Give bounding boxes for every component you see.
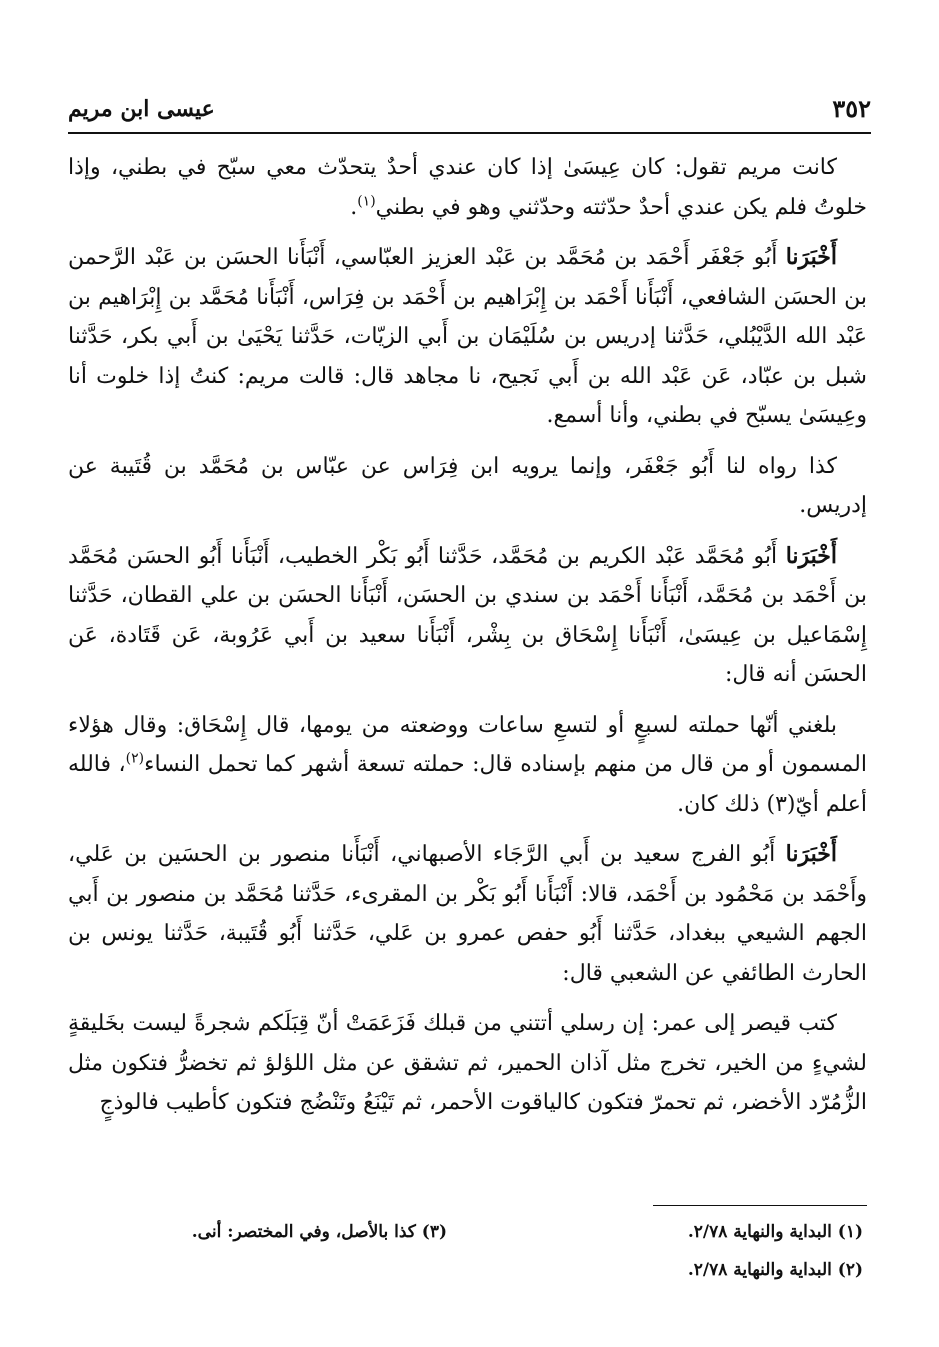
paragraph-3 bbox=[68, 447, 867, 526]
paragraph-1 bbox=[68, 148, 867, 227]
footnote-3: (٣) كذا بالأصل، وفي المختصر: أنى. bbox=[191, 1222, 447, 1242]
paragraph-text: كتب قيصر إلى عمر: إن رسلي أتتني من قبلك فَزَعَمَتْ أنّ قِبَلَكم شجرةً ليست بخَليقةٍ لشيءٍ من الخير، تخرج مثل آذان الحمير، ثم تشقق عن مثل اللؤلؤ ثم تخضرُّ فتكون مثل الزُّمُرّد الأخضر، ثم تحمرّ فتكون كالياقوت الأحمر، ثم تَيْنَعُ وتَنْضُج فتكون كأطيب فالوذجٍ bbox=[68, 1011, 867, 1115]
footnote-ref-1[interactable]: (١) bbox=[357, 193, 376, 210]
paragraph-text: كانت مريم تقول: كان عِيسَىٰ إذا كان عندي أحدٌ يتحدّث معي سبّح في بطني، وإذا خلوتُ فلم يكن عندي أحدٌ حدّثته وحدّثني وهو في بطني bbox=[68, 155, 867, 220]
isnad-lead-word: أَخْبَرَنا bbox=[785, 542, 838, 569]
paragraph-5 bbox=[68, 706, 867, 825]
paragraph-text: أَبُو مُحَمَّد عَبْد الكريم بن مُحَمَّد، حَدَّثنا أَبُو بَكْر الخطيب، أَنْبَأَنا أَبُو الحسَن مُحَمَّد بن أَحْمَد بن مُحَمَّد، أَنْبَأَنا أَحْمَد بن سندي بن الحسَن، أَنْبَأَنا الحسَن بن علي القطان، حَدَّثنا إِسْمَاعيل بن عِيسَىٰ، أَنْبَأَنا إِسْحَاق بن بِشْر، أَنْبَأَنا سعيد بن أَبي عَرُوبة، عَن قَتَادة، عَن الحسَن أنه قال: bbox=[68, 543, 867, 687]
paragraph-text: بلغني أنّها حملته لسبعٍ أو لتسعِ ساعات ووضعته من يومها، قال إِسْحَاق: وقال هؤلاء المسمون أو من قال من منهم بإسناده قال: حملته تسعة أشهر كما تحمل النساء bbox=[68, 712, 867, 777]
page-number: ٣٥٢ bbox=[832, 94, 871, 123]
paragraph-tail: ، فالله أعلم أيّ(٣) ذلك كان. bbox=[68, 752, 867, 817]
footnote-1: (١) البداية والنهاية ٢/٧٨. bbox=[687, 1222, 863, 1242]
footnote-2: (٢) البداية والنهاية ٢/٧٨. bbox=[687, 1260, 863, 1280]
isnad-lead-word: أَخْبَرَنا bbox=[785, 841, 837, 867]
paragraph-text: أَبُو جَعْفَر أَحْمَد بن مُحَمَّد بن عَبْد العزيز العبّاسي، أَنْبَأَنا الحسَن بن عَبْد الرَّحمن بن الحسَن الشافعي، أَنْبَأَنا أَحْمَد بن إِبْرَاهيم بن أَحْمَد بن فِرَاس، أَنْبَأَنا مُحَمَّد بن إِبْرَاهيم بن عَبْد الله الدَّيْبُلي، حَدَّثنا إدريس بن سُلَيْمَان بن أَبي الزيّات، حَدَّثنا يَحْيَىٰ بن أَبي بكر، حَدَّثنا شبل بن عبّاد، عَن عَبْد الله بن أَبي نَجيح، نا مجاهد قال: قالت مريم: كنتُ إذا خلوت أنا وعِيسَىٰ يسبّح في بطني، وأنا أسمع. bbox=[68, 245, 867, 428]
paragraph-6 bbox=[68, 835, 867, 993]
footnotes bbox=[68, 1218, 867, 1308]
main-text bbox=[68, 148, 867, 1134]
footnote-separator bbox=[653, 1205, 867, 1206]
page-header bbox=[68, 92, 871, 134]
running-title: عيسى ابن مريم bbox=[68, 96, 215, 122]
paragraph-4 bbox=[68, 537, 867, 695]
paragraph-2 bbox=[68, 238, 867, 436]
isnad-lead-word: أَخْبَرَنا bbox=[785, 244, 838, 270]
paragraph-7 bbox=[68, 1004, 867, 1123]
paragraph-text: أَبُو الفرج سعيد بن أَبي الرَّجَاء الأصبهاني، أَنْبَأَنا منصور بن الحسَين بن عَلي، وأَحْمَد بن مَحْمُود بن أَحْمَد، قالا: أَنْبَأَنا أَبُو بَكْر بن المقرىء، حَدَّثنا مُحَمَّد بن منصور بن أَبي الجهم الشيعي ببغداد، حَدَّثنا أَبُو حفص عمرو بن عَلي، حَدَّثنا أَبُو قُتَيبة، حَدَّثنا يونس بن الحارث الطائفي عن الشعبي قال: bbox=[68, 842, 867, 986]
footnote-ref-2[interactable]: (٢) bbox=[125, 750, 145, 767]
paragraph-text: كذا رواه لنا أَبُو جَعْفَر، وإنما يرويه ابن فِرَاس عن عبّاس بن مُحَمَّد بن قُتَيبة عن إدريس. bbox=[68, 453, 867, 518]
paragraph-tail: . bbox=[350, 194, 358, 220]
